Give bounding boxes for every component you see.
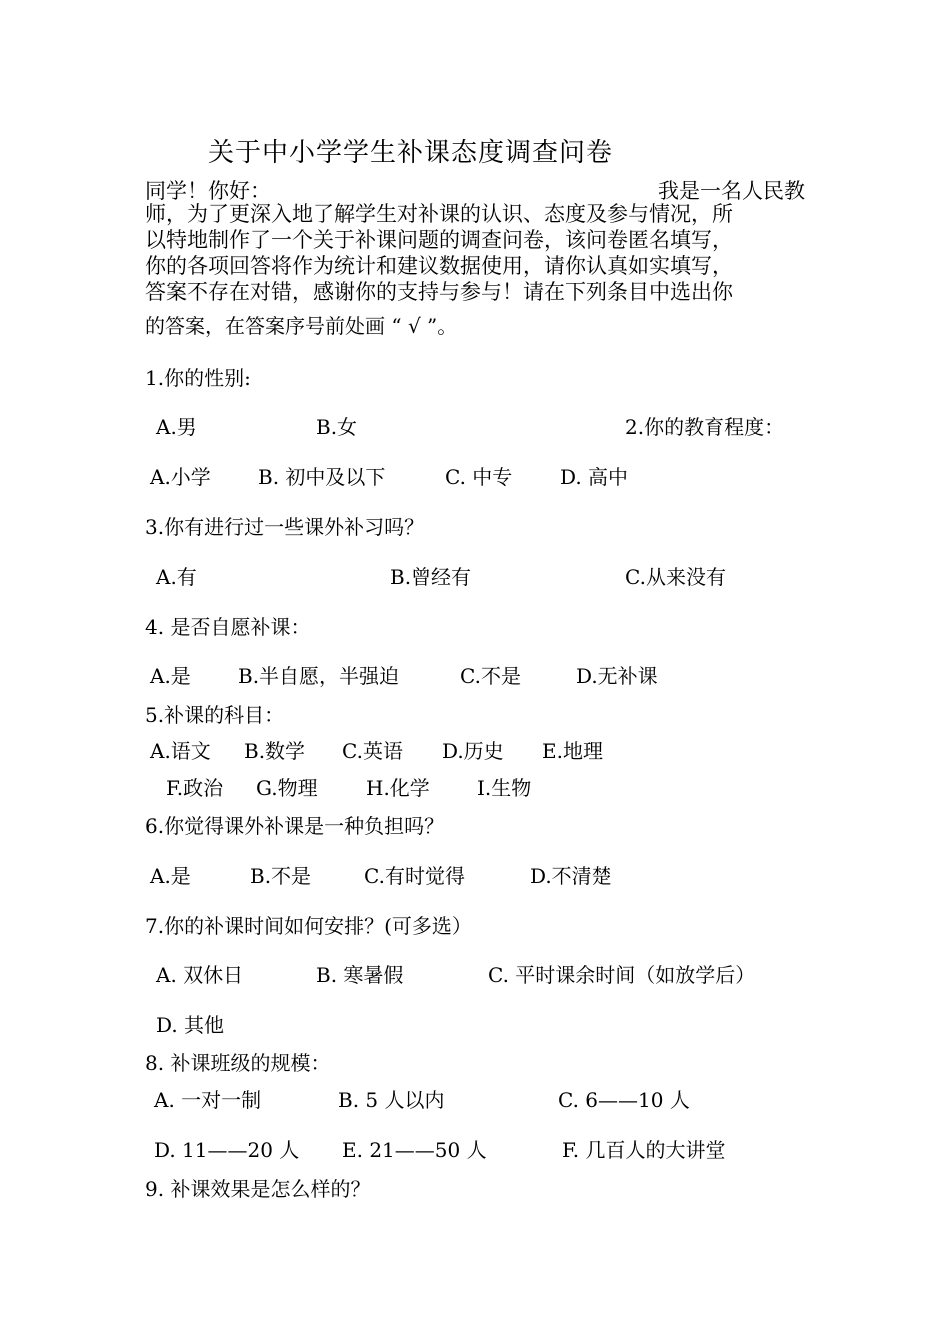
option[interactable]: D.无补课 xyxy=(576,664,658,688)
option[interactable]: C.英语 xyxy=(342,739,403,763)
question-label: 8. 补课班级的规模： xyxy=(145,1051,331,1075)
option[interactable]: D.历史 xyxy=(442,739,504,763)
question-label: 4. 是否自愿补课： xyxy=(145,615,311,639)
option[interactable]: B.数学 xyxy=(244,739,306,763)
option[interactable]: E.地理 xyxy=(542,739,603,763)
option[interactable]: B.曾经有 xyxy=(390,565,472,589)
option[interactable]: C. 平时课余时间（如放学后） xyxy=(488,963,756,987)
option[interactable]: E. 21——50 人 xyxy=(342,1138,487,1162)
option[interactable]: A.男 xyxy=(156,415,197,439)
question-label: 3.你有进行过一些课外补习吗？ xyxy=(145,515,425,539)
option[interactable]: B. 5 人以内 xyxy=(338,1088,445,1112)
page-title: 关于中小学学生补课态度调查问卷 xyxy=(208,138,614,168)
intro-lead: 我是一名人民教 xyxy=(658,179,805,203)
option[interactable]: B.女 xyxy=(316,415,358,439)
option[interactable]: A.小学 xyxy=(150,465,211,489)
option[interactable]: D.不清楚 xyxy=(530,864,612,888)
option[interactable]: F.政治 xyxy=(166,776,224,800)
greeting: 同学！你好： xyxy=(145,179,271,203)
option[interactable]: D. 高中 xyxy=(560,465,629,489)
option[interactable]: A.是 xyxy=(150,664,191,688)
option[interactable]: A.有 xyxy=(156,565,197,589)
option[interactable]: C.有时觉得 xyxy=(364,864,465,888)
intro-line: 答案不存在对错，感谢你的支持与参与！请在下列条目中选出你 xyxy=(145,280,733,304)
intro-line: 你的各项回答将作为统计和建议数据使用，请你认真如实填写， xyxy=(145,254,733,278)
question-label: 7.你的补课时间如何安排？(可多选） xyxy=(145,914,472,938)
option[interactable]: C. 中专 xyxy=(445,465,513,489)
option[interactable]: A.是 xyxy=(150,864,191,888)
option[interactable]: F. 几百人的大讲堂 xyxy=(562,1138,726,1162)
intro-line: 师，为了更深入地了解学生对补课的认识、态度及参与情况，所 xyxy=(145,202,733,226)
option[interactable]: C.从来没有 xyxy=(625,565,726,589)
option[interactable]: I.生物 xyxy=(477,776,532,800)
option[interactable]: A. 一对一制 xyxy=(154,1088,262,1112)
question-label: 5.补课的科目： xyxy=(145,703,285,727)
option[interactable]: D. 11——20 人 xyxy=(154,1138,300,1162)
question-label: 1.你的性别: xyxy=(145,366,251,390)
option[interactable]: C. 6——10 人 xyxy=(558,1088,690,1112)
option[interactable]: D. 其他 xyxy=(156,1013,225,1037)
option[interactable]: B.不是 xyxy=(250,864,312,888)
question-label: 6.你觉得课外补课是一种负担吗？ xyxy=(145,814,445,838)
question-label: 2.你的教育程度： xyxy=(625,415,785,439)
question-label: 9. 补课效果是怎么样的？ xyxy=(145,1177,371,1201)
option[interactable]: H.化学 xyxy=(366,776,430,800)
option[interactable]: G.物理 xyxy=(256,776,318,800)
option[interactable]: C.不是 xyxy=(460,664,521,688)
option[interactable]: B. 寒暑假 xyxy=(316,963,404,987)
option[interactable]: A.语文 xyxy=(150,739,211,763)
option[interactable]: B. 初中及以下 xyxy=(258,465,386,489)
option[interactable]: A. 双休日 xyxy=(156,963,244,987)
option[interactable]: B.半自愿，半强迫 xyxy=(238,664,400,688)
intro-first-line xyxy=(145,175,805,201)
intro-line: 的答案，在答案序号前处画 “ √ ”。 xyxy=(145,314,458,338)
intro-line: 以特地制作了一个关于补课问题的调查问卷，该问卷匿名填写， xyxy=(145,228,733,252)
